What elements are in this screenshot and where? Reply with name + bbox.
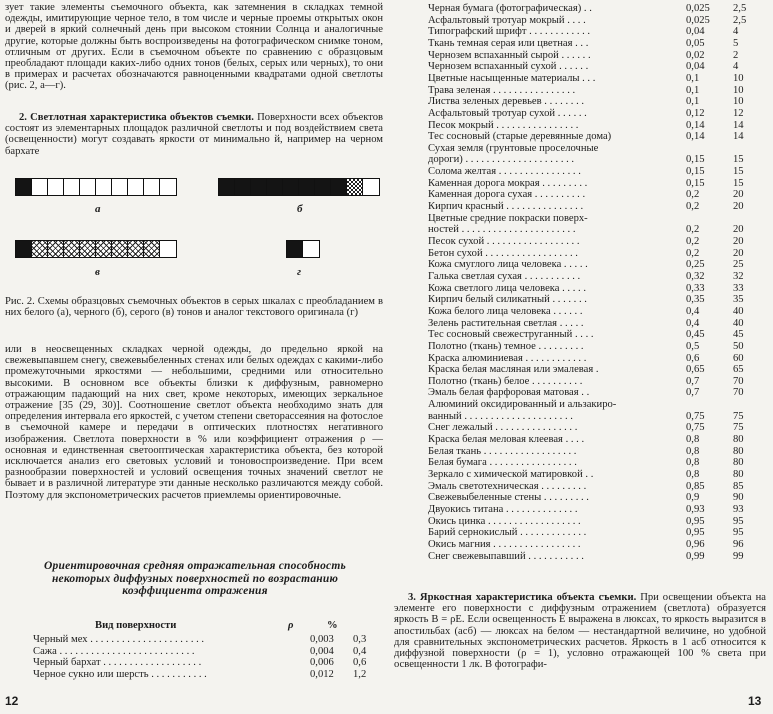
section-2-text: Поверхности всех объектов состоят из элементарных площадок различной светлоты и под воздействием света (освещенности) могут создавать яркости от минимально й, например на черном бархате — [5, 112, 384, 157]
rho-value: 0,05 — [686, 37, 705, 49]
section-3-paragraph — [394, 592, 766, 670]
figure-label-a: а — [95, 203, 101, 215]
rho-value: 0,2 — [686, 236, 700, 247]
surface-name: Каменная дорога сухая . . . . . . . . . . — [428, 189, 586, 201]
percent-value: 80 — [733, 445, 744, 457]
surface-name: Черная бумага (фотографическая) . . — [428, 3, 592, 14]
scale-v — [15, 240, 177, 258]
percent-value: 95 — [733, 527, 744, 539]
surface-name: Эмаль белая фарфоровая матовая . . — [428, 387, 590, 399]
table-header-surface: Вид поверхности — [95, 620, 177, 631]
rho-value: 0,02 — [686, 49, 705, 61]
surface-name: ностей . . . . . . . . . . . . . . . . . . . . . . — [428, 224, 576, 236]
rho-value: 0,7 — [686, 375, 700, 387]
percent-value: 80 — [733, 457, 744, 469]
percent-value: 75 — [733, 410, 744, 422]
rho-value: 0,1 — [686, 96, 700, 108]
surface-name: Окись цинка . . . . . . . . . . . . . . . . . . — [428, 515, 581, 527]
percent-value: 25 — [733, 259, 744, 271]
rho-value: 0,32 — [686, 270, 705, 282]
surface-name: Снег свежевыпавший . . . . . . . . . . . — [428, 550, 584, 562]
rho-value: 0,04 — [686, 61, 705, 73]
rho-value: 0,2 — [686, 247, 700, 259]
percent-value: 14 — [733, 119, 744, 131]
rho-value: 0,65 — [686, 364, 705, 376]
percent-value: 2 — [733, 49, 739, 61]
figure-label-b: б — [297, 203, 303, 215]
rho-value: 0,95 — [686, 527, 705, 539]
rho-value: 0,012 — [310, 668, 334, 680]
figure-2 — [0, 170, 388, 295]
surface-name: Белая бумага . . . . . . . . . . . . . . . . . — [428, 457, 577, 469]
surface-name: Зелень растительная светлая . . . . . — [428, 317, 584, 329]
rho-value: 0,93 — [686, 503, 705, 515]
surface-name: Солома желтая . . . . . . . . . . . . . . . . — [428, 166, 581, 178]
surface-name: Ткань темная серая или цветная . . . — [428, 37, 589, 49]
rho-value: 0,6 — [686, 352, 700, 364]
percent-value: 15 — [733, 166, 744, 178]
surface-name: Барий сернокислый . . . . . . . . . . . . . — [428, 527, 587, 539]
rho-value: 0,14 — [686, 131, 705, 143]
rho-value: 0,35 — [686, 294, 705, 306]
rho-value: 0,15 — [686, 166, 705, 178]
rho-value: 0,12 — [686, 107, 705, 119]
percent-value: 70 — [733, 387, 744, 399]
rho-value: 0,025 — [686, 3, 710, 14]
table-title: Ориентировочная средняя отражательная способность некоторых диффузных поверхностей по возрастанию коэффициента отражения — [44, 560, 346, 597]
rho-value: 0,75 — [686, 422, 705, 434]
rho-value: 0,85 — [686, 480, 705, 492]
rho-value: 0,8 — [686, 445, 700, 457]
percent-value: 40 — [733, 317, 744, 329]
percent-value: 95 — [733, 515, 744, 527]
percent-value: 12 — [733, 107, 744, 119]
surface-name: Полотно (ткань) белое . . . . . . . . . . — [428, 375, 583, 387]
table-header-rho: ρ — [288, 620, 294, 631]
scale-g — [286, 240, 320, 258]
rho-value: 0,8 — [686, 469, 700, 480]
percent-value: 50 — [733, 340, 744, 352]
surface-name: Кожа светлого лица человека . . . . . — [428, 282, 586, 294]
surface-name: Белая ткань . . . . . . . . . . . . . . . . . . — [428, 445, 577, 457]
surface-name: ванный . . . . . . . . . . . . . . . . . . . . . — [428, 410, 573, 422]
percent-value: 96 — [733, 538, 744, 550]
figure-label-g: г — [297, 266, 302, 278]
surface-name: Полотно (ткань) темное . . . . . . . . . — [428, 340, 584, 352]
surface-name: Свежевыбеленные стены . . . . . . . . . — [428, 492, 589, 504]
surface-name: Асфальтовый тротуар сухой . . . . . . — [428, 107, 587, 119]
percent-value: 45 — [733, 329, 744, 341]
percent-value: 15 — [733, 154, 744, 166]
percent-value: 20 — [733, 201, 744, 213]
surface-name: Листва зеленых деревьев . . . . . . . . — [428, 96, 585, 108]
rho-value: 0,15 — [686, 177, 705, 189]
percent-value: 75 — [733, 422, 744, 434]
percent-value: 65 — [733, 364, 744, 376]
surface-name: Песок мокрый . . . . . . . . . . . . . . . . — [428, 119, 579, 131]
surface-name: Цветные средние покраски поверх- — [428, 212, 588, 224]
rho-value: 0,1 — [686, 72, 700, 84]
surface-name: Каменная дорога мокрая . . . . . . . . . — [428, 177, 588, 189]
section-3-text: При освещении объекта на элементе его поверхности с диффузным отражением (светлота) образуется яркость B = ρE. Если освещенность E выражена в люксах, то яркость выразится в апостильбах (асб) — люксах на белом — нестандартной величине, но удобной для сравнительных экспонометрических расчетов. Яркость в 1 асб относится к диффузной поверхности (ρ = 1), условно отражающей 100 % света при освещенности 1 лк. В фотографи- — [394, 592, 766, 671]
percent-value: 20 — [733, 189, 744, 201]
surface-name: Черное сукно или шерсть . . . . . . . . . . . — [33, 668, 207, 680]
figure-caption: Рис. 2. Схемы образцовых съемочных объектов в серых шкалах с преобладанием в них белого (а), черного (б), серого (в) тонов и аналог текстового оригинала (г) — [5, 296, 383, 319]
percent-value: 5 — [733, 37, 739, 49]
surface-name: Кирпич белый силикатный . . . . . . . — [428, 294, 587, 306]
surface-name: Бетон сухой . . . . . . . . . . . . . . . . . . — [428, 247, 578, 259]
page-number-left: 12 — [5, 694, 19, 708]
percent-value: 80 — [733, 469, 744, 480]
surface-name: Асфальтовый тротуар мокрый . . . . — [428, 14, 586, 26]
scale-b — [218, 178, 380, 196]
rho-value: 0,45 — [686, 329, 705, 341]
surface-name: Алюминий оксидированный и альзакиро- — [428, 399, 617, 411]
figure-label-v: в — [95, 266, 100, 278]
table-header-percent: % — [327, 620, 338, 631]
rho-value: 0,04 — [686, 26, 705, 38]
surface-name: Цветные насыщенные материалы . . . — [428, 72, 596, 84]
rho-value: 0,2 — [686, 189, 700, 201]
percent-value: 80 — [733, 434, 744, 446]
percent-value: 0,6 — [353, 657, 367, 669]
percent-value: 0,3 — [353, 634, 367, 645]
rho-value: 0,5 — [686, 340, 700, 352]
rho-value: 0,003 — [310, 634, 334, 645]
surface-name: дороги) . . . . . . . . . . . . . . . . . . . . . — [428, 154, 575, 166]
surface-name: Черный бархат . . . . . . . . . . . . . . . . . . . — [33, 657, 202, 669]
surface-name: Чернозем вспаханный сухой . . . . . . — [428, 61, 589, 73]
percent-value: 93 — [733, 503, 744, 515]
percent-value: 2,5 — [733, 14, 747, 26]
percent-value: 20 — [733, 224, 744, 236]
percent-value: 60 — [733, 352, 744, 364]
intro-paragraph: зует такие элементы съемочного объекта, как затемнения в складках темной одежды, имитирующие черное тело, в том числе и черные проемы открытых окон и дверей в яркий солнечный день при высоком стоянии Солнца и аналогичные другие, которые должны быть воспроизведены на фотографическом снимке тоном, отличным от других. Если в съемочном объекте по сравнению с образцовым преобладают площади каких-либо одних тонов (белых, серых или черных), то они в примерах и расчетах обозначаются равноценными квадратами одной светлоты (рис. 2, а—г). — [5, 2, 383, 92]
surface-name: Тес сосновый (старые деревянные дома) — [428, 131, 612, 143]
surface-name: Песок сухой . . . . . . . . . . . . . . . . . . — [428, 236, 580, 247]
percent-value: 85 — [733, 480, 744, 492]
rho-value: 0,25 — [686, 259, 705, 271]
rho-value: 0,006 — [310, 657, 334, 669]
surface-name: Черный мех . . . . . . . . . . . . . . . . . . . . . . — [33, 634, 205, 645]
surface-name: Зеркало с химической матировкой . . — [428, 469, 594, 480]
rho-value: 0,9 — [686, 492, 700, 504]
rho-value: 0,4 — [686, 317, 700, 329]
surface-name: Кожа смуглого лица человека . . . . . — [428, 259, 588, 271]
rho-value: 0,004 — [310, 645, 334, 657]
rho-value: 0,2 — [686, 201, 700, 213]
scale-a — [15, 178, 177, 196]
surface-name: Окись магния . . . . . . . . . . . . . . . . . — [428, 538, 581, 550]
rho-value: 0,75 — [686, 410, 705, 422]
surface-name: Краска белая меловая клеевая . . . . — [428, 434, 585, 446]
rho-value: 0,33 — [686, 282, 705, 294]
percent-value: 10 — [733, 72, 744, 84]
percent-value: 15 — [733, 177, 744, 189]
section-2-paragraph — [5, 112, 383, 157]
percent-value: 10 — [733, 84, 744, 96]
surface-name: Краска алюминиевая . . . . . . . . . . . . — [428, 352, 587, 364]
rho-value: 0,95 — [686, 515, 705, 527]
rho-value: 0,7 — [686, 387, 700, 399]
percent-value: 32 — [733, 270, 744, 282]
surface-name: Кирпич красный . . . . . . . . . . . . . . . — [428, 201, 584, 213]
percent-value: 14 — [733, 131, 744, 143]
rho-value: 0,99 — [686, 550, 705, 562]
surface-name: Галька светлая сухая . . . . . . . . . . . — [428, 270, 581, 282]
percent-value: 20 — [733, 247, 744, 259]
surface-name: Трава зеленая . . . . . . . . . . . . . . . . — [428, 84, 576, 96]
surface-name: Двуокись титана . . . . . . . . . . . . . . — [428, 503, 578, 515]
right-page — [388, 0, 773, 714]
surface-name: Типографский шрифт . . . . . . . . . . . . — [428, 26, 591, 38]
rho-value: 0,025 — [686, 14, 710, 26]
body-paragraph: или в неосвещенных складках черной одежды, до предельно яркой на свежевыпавшем снегу, свежевыбеленных стенах или белых одеждах с какими-либо промежуточными яркостями — небольшими, средними или относительно высокими. В основном все объекты близки к диффузным, равномерно отражающим падающий на них свет, кроме некоторых, имеющих зеркальное отражение [35 (29, 30)]. Соотношение светлот объекта необходимо знать для определения интервала его яркостей, с учетом степени светорассеяния на фотослое в съемочной камере и передачи в оптических плотностях негативного изображения. Светлота поверхности в % или коэффициент отражения ρ — основная и единственная светооптическая характеристика объекта, без которой исключается анализ его световых условий и тоновоспроизведение. При всем разнообразии поверхностей и условий освещения точных значений светлот не бывает и в различной литературе эти данные несколько различаются между собой. Поэтому для экспонометрических расчетов приемлемы ориентировочные. — [5, 344, 383, 501]
percent-value: 33 — [733, 282, 744, 294]
page-number-right: 13 — [748, 694, 762, 708]
surface-name: Эмаль светотехническая . . . . . . . . . — [428, 480, 587, 492]
percent-value: 90 — [733, 492, 744, 504]
surface-name: Сухая земля (грунтовые проселочные — [428, 142, 599, 154]
section-2-heading: 2. Светлотная характеристика объектов съемки. — [19, 112, 254, 123]
rho-value: 0,4 — [686, 305, 700, 317]
percent-value: 4 — [733, 61, 739, 73]
rho-value: 0,8 — [686, 434, 700, 446]
rho-value: 0,8 — [686, 457, 700, 469]
surface-name: Снег лежалый . . . . . . . . . . . . . . . . — [428, 422, 578, 434]
percent-value: 70 — [733, 375, 744, 387]
percent-value: 20 — [733, 236, 744, 247]
rho-value: 0,96 — [686, 538, 705, 550]
surface-name: Тес сосновый свежеструганный . . . . — [428, 329, 594, 341]
percent-value: 10 — [733, 96, 744, 108]
rho-value: 0,15 — [686, 154, 705, 166]
surface-name: Краска белая масляная или эмалевая . — [428, 364, 599, 376]
surface-name: Чернозем вспаханный сырой . . . . . . — [428, 49, 591, 61]
section-3-heading: 3. Яркостная характеристика объекта съемки. — [408, 592, 637, 603]
percent-value: 0,4 — [353, 645, 367, 657]
percent-value: 35 — [733, 294, 744, 306]
surface-name: Кожа белого лица человека . . . . . . — [428, 305, 583, 317]
rho-value: 0,14 — [686, 119, 705, 131]
percent-value: 2,5 — [733, 3, 747, 14]
rho-value: 0,2 — [686, 224, 700, 236]
percent-value: 40 — [733, 305, 744, 317]
percent-value: 4 — [733, 26, 739, 38]
percent-value: 1,2 — [353, 668, 367, 680]
percent-value: 99 — [733, 550, 744, 562]
rho-value: 0,1 — [686, 84, 700, 96]
surface-name: Сажа . . . . . . . . . . . . . . . . . . . . . . . . . . — [33, 645, 195, 657]
